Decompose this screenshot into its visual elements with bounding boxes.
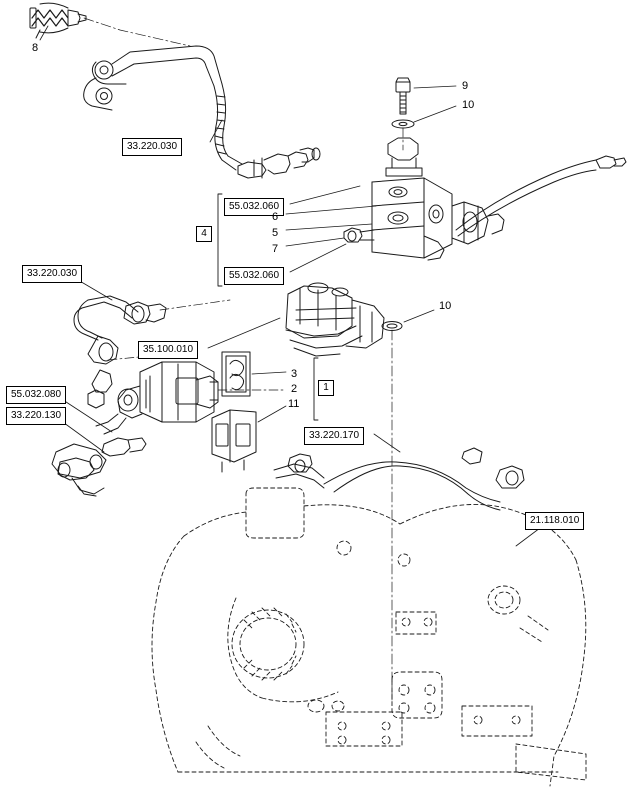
item-number-7: 7	[272, 243, 279, 255]
callout-35-100-010[interactable]: 35.100.010	[138, 341, 198, 359]
item-number-9: 9	[462, 80, 469, 92]
bolt-part-9	[396, 78, 410, 114]
pump-assembly	[286, 283, 384, 356]
valve-block-assembly	[344, 138, 504, 260]
item-number-11: 11	[288, 398, 300, 410]
coil-connector-part-8	[30, 3, 86, 38]
callout-55-032-080[interactable]: 55.032.080	[6, 386, 66, 404]
washer-part-10	[392, 120, 414, 128]
label-plate-part-3	[222, 352, 250, 396]
item-number-6: 6	[272, 211, 279, 223]
item-number-3: 3	[291, 368, 298, 380]
item-number-2: 2	[291, 383, 298, 395]
item-number-5: 5	[272, 227, 279, 239]
group-number-1[interactable]: 1	[318, 380, 334, 396]
callout-33-220-130[interactable]: 33.220.130	[6, 407, 66, 425]
wiring-harness	[274, 448, 524, 510]
item-number-10-top: 10	[462, 99, 475, 111]
callout-33-220-030-lower[interactable]: 33.220.030	[22, 265, 82, 283]
connector-block-part-11	[212, 410, 256, 472]
solenoid-motor-assembly	[52, 362, 218, 496]
callout-21-118-010[interactable]: 21.118.010	[525, 512, 584, 530]
o-ring-part-10	[382, 322, 402, 331]
callout-33-220-170[interactable]: 33.220.170	[304, 427, 364, 445]
callout-55-032-060-lower[interactable]: 55.032.060	[224, 267, 284, 285]
callout-33-220-030-upper[interactable]: 33.220.030	[122, 138, 182, 156]
item-number-8: 8	[32, 42, 39, 54]
item-number-10-mid: 10	[439, 300, 452, 312]
callout-55-032-060-upper[interactable]: 55.032.060	[224, 198, 284, 216]
hose-assembly-upper	[84, 46, 320, 178]
group-number-4[interactable]: 4	[196, 226, 212, 242]
transmission-housing	[152, 488, 586, 786]
sensor-cable-right	[456, 156, 626, 236]
